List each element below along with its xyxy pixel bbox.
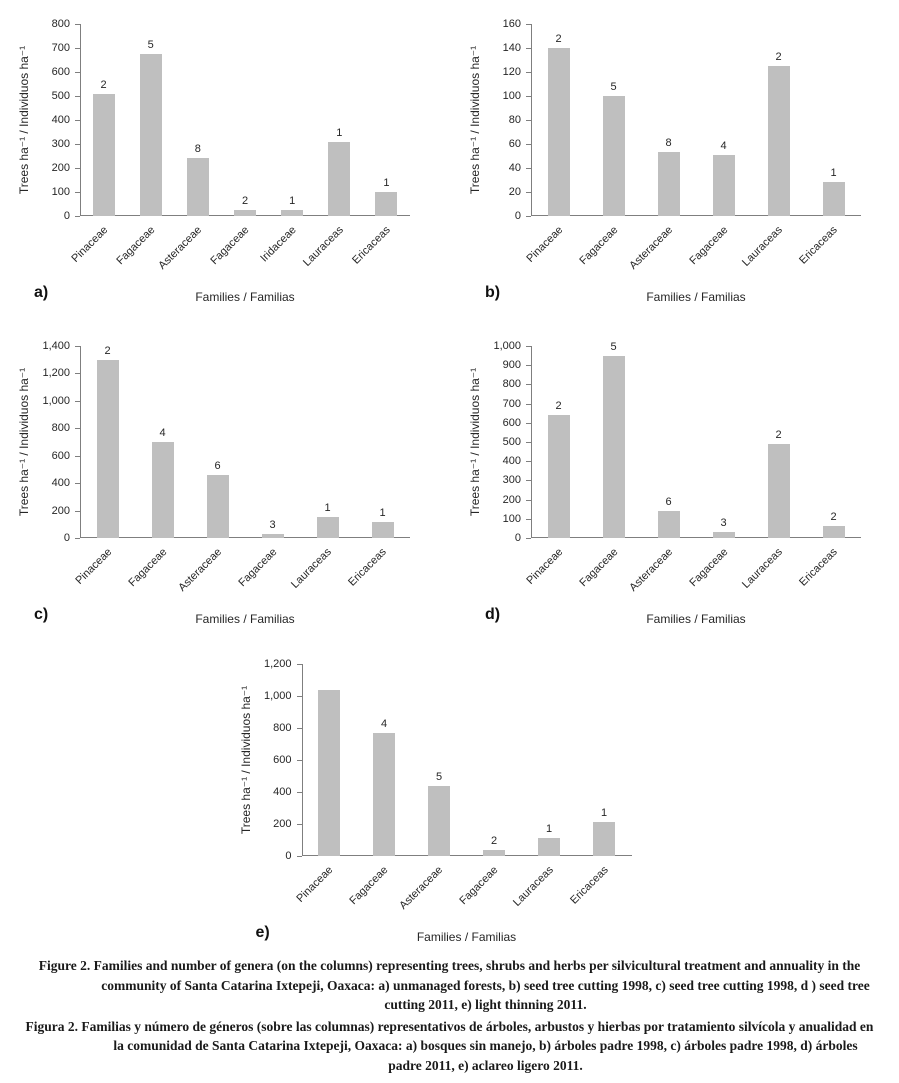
y-tick-label: 1,200 [42, 367, 70, 380]
plot-area [80, 346, 410, 538]
y-tick-label: 1,200 [263, 658, 292, 670]
y-tick-mark [526, 365, 531, 366]
y-tick-mark [297, 824, 302, 825]
category-label: Asteraceae [627, 546, 675, 594]
plot-area [80, 24, 410, 216]
y-tick-label: 500 [51, 90, 70, 102]
category-label: Pinaceae [73, 546, 114, 587]
bar-pinaceae [318, 690, 340, 856]
y-tick-mark [75, 373, 80, 374]
chart-panel-a [8, 8, 448, 304]
y-tick-mark [526, 346, 531, 347]
bar-fagaceae [483, 850, 505, 856]
y-tick-mark [75, 24, 80, 25]
y-tick-label: 0 [514, 210, 521, 222]
y-tick-mark [526, 144, 531, 145]
chart-panel-e [230, 648, 670, 944]
bar-value-label: 4 [159, 427, 166, 439]
bar-lauraceas [768, 66, 790, 216]
y-tick-label: 600 [51, 449, 70, 462]
bar-value-label: 2 [104, 344, 111, 357]
bar-value-label: 5 [610, 340, 617, 353]
y-tick-mark [297, 792, 302, 793]
y-tick-mark [526, 168, 531, 169]
bar-fagaceae [373, 733, 395, 856]
category-label: Fagaceae [114, 224, 158, 268]
bar-value-label: 4 [720, 139, 727, 152]
bar-fagaceae [713, 155, 735, 216]
y-tick-label: 200 [51, 504, 70, 517]
bar-ericaceas [593, 822, 615, 856]
y-tick-label: 160 [502, 18, 521, 30]
bar-asteraceae [658, 152, 680, 216]
bar-lauraceas [328, 142, 350, 216]
bar-value-label: 1 [289, 195, 296, 207]
y-tick-mark [526, 404, 531, 405]
panel-letter: d) [485, 606, 501, 623]
y-tick-mark [526, 192, 531, 193]
category-label: Pinaceae [294, 864, 336, 905]
y-tick-label: 700 [51, 42, 70, 54]
category-label: Pinaceae [524, 546, 565, 587]
bar-value-label: 2 [775, 428, 782, 441]
y-tick-label: 600 [273, 754, 292, 766]
category-label: Ericaceas [350, 224, 393, 267]
bar-ericaceas [823, 182, 845, 216]
category-label: Fagaceae [686, 224, 730, 268]
bar-fagaceae [262, 534, 284, 538]
bar-asteraceae [207, 475, 229, 538]
y-tick-label: 800 [51, 18, 70, 30]
y-axis-title: Trees ha⁻¹ / Individuos ha⁻¹ [468, 45, 482, 195]
y-tick-label: 40 [508, 162, 521, 174]
bar-value-label: 2 [830, 511, 837, 524]
y-tick-label: 200 [502, 493, 521, 506]
y-tick-mark [526, 480, 531, 481]
bar-value-label: 1 [324, 502, 331, 515]
y-tick-mark [75, 168, 80, 169]
category-label: Lauraceas [289, 546, 334, 591]
caption-english: Figure 2. Families and number of genera (on the columns) representing trees, shrubs and herbs per silvicultural treatment and annuality in the community of Santa Catarina Ixtepeji, Oaxaca: a) unmanaged forests, b) seed tree cutting 1998, c) seed tree cutting 1998, d ) seed tree cutting 2011, e) light thinning 2011. [38, 958, 870, 1013]
y-tick-mark [526, 96, 531, 97]
y-tick-mark [526, 538, 531, 539]
category-label: Pinaceae [69, 224, 111, 265]
category-label: Lauraceas [300, 224, 346, 269]
y-tick-label: 0 [63, 532, 70, 544]
y-tick-label: 400 [51, 114, 70, 126]
category-label: Fagaceae [347, 864, 391, 908]
y-tick-label: 120 [502, 66, 521, 78]
chart-panel-d [459, 330, 899, 626]
chart-row-top [8, 8, 899, 304]
y-axis-title: Trees ha⁻¹ / Individuos ha⁻¹ [17, 45, 31, 195]
bar-pinaceae [93, 94, 115, 216]
y-tick-mark [526, 120, 531, 121]
category-label: Asteraceae [156, 224, 205, 272]
chart-panel-c [8, 330, 448, 626]
y-tick-label: 200 [273, 818, 292, 830]
y-tick-mark [75, 48, 80, 49]
y-axis-title: Trees ha⁻¹ / Individuos ha⁻¹ [468, 367, 482, 517]
y-tick-mark [526, 461, 531, 462]
y-tick-label: 0 [514, 532, 521, 544]
y-tick-label: 600 [502, 416, 521, 429]
y-tick-label: 1,000 [493, 340, 521, 352]
category-label: Pinaceae [524, 224, 565, 265]
bar-value-label: 1 [336, 126, 343, 139]
bar-value-label: 2 [241, 195, 249, 207]
panel-letter: b) [485, 284, 501, 301]
y-tick-label: 100 [51, 186, 70, 198]
bar-value-label: 5 [610, 81, 617, 93]
x-axis-title: Families / Familias [195, 290, 295, 304]
y-tick-label: 100 [502, 512, 521, 525]
y-tick-label: 400 [273, 786, 292, 798]
x-axis-title: Families / Familias [416, 930, 517, 944]
bar-asteraceae [428, 786, 450, 856]
y-tick-mark [75, 428, 80, 429]
y-tick-mark [75, 216, 80, 217]
bar-fagaceae [603, 96, 625, 216]
bar-fagaceae [140, 54, 162, 216]
bar-ericaceas [823, 526, 845, 538]
x-axis-title: Families / Familias [195, 612, 295, 626]
bar-value-label: 3 [720, 517, 727, 530]
category-label: Ericaceas [797, 224, 840, 267]
bar-value-label: 2 [555, 400, 562, 413]
panel-letter: a) [34, 284, 49, 301]
y-tick-mark [526, 423, 531, 424]
category-label: Lauraceas [740, 546, 785, 591]
bar-lauraceas [538, 838, 560, 856]
bar-pinaceae [548, 415, 570, 538]
y-tick-mark [75, 346, 80, 347]
category-label: Fagaceae [686, 546, 730, 590]
bar-value-label: 1 [379, 506, 386, 519]
plot-area [531, 346, 861, 538]
x-axis-title: Families / Familias [646, 612, 746, 626]
y-tick-label: 1,400 [42, 340, 70, 352]
plot-area [302, 664, 632, 856]
category-label: Fagaceae [576, 224, 620, 268]
bar-value-label: 3 [269, 518, 276, 531]
panel-letter: c) [34, 606, 49, 623]
bar-ericaceas [372, 522, 394, 538]
bar-value-label: 8 [665, 137, 672, 150]
y-tick-mark [75, 538, 80, 539]
bar-pinaceae [97, 360, 119, 538]
bar-asteraceae [187, 158, 209, 216]
y-tick-label: 300 [51, 138, 70, 150]
y-axis-title: Trees ha⁻¹ / Individuos ha⁻¹ [238, 685, 253, 835]
bar-value-label: 2 [555, 33, 562, 45]
bar-iridaceae [281, 210, 303, 216]
bar-fagaceae [234, 210, 256, 216]
plot-area [531, 24, 861, 216]
chart-panel-b [459, 8, 899, 304]
bar-value-label: 4 [380, 717, 388, 730]
y-tick-label: 200 [51, 162, 70, 174]
y-tick-mark [75, 192, 80, 193]
y-tick-label: 800 [273, 722, 292, 734]
y-tick-mark [297, 664, 302, 665]
bar-lauraceas [768, 444, 790, 538]
category-label: Fagaceae [125, 546, 169, 590]
y-tick-mark [75, 120, 80, 121]
category-label: Asteraceae [176, 546, 224, 594]
bar-value-label: 2 [490, 835, 498, 848]
category-label: Fagaceae [235, 546, 279, 590]
bar-value-label: 6 [214, 459, 221, 472]
figure-caption [24, 956, 875, 1075]
category-label: Iridaceae [258, 224, 299, 265]
category-label: Fagaceae [576, 546, 620, 590]
bar-value-label: 1 [600, 807, 608, 820]
chart-row-bottom [0, 648, 899, 944]
bar-fagaceae [152, 442, 174, 538]
bar-fagaceae [713, 532, 735, 538]
category-label: Ericaceas [346, 546, 389, 589]
bar-value-label: 8 [194, 143, 201, 156]
x-axis-title: Families / Familias [646, 290, 746, 304]
y-tick-mark [526, 24, 531, 25]
y-tick-mark [526, 72, 531, 73]
bar-value-label: 2 [100, 78, 107, 91]
y-tick-mark [75, 72, 80, 73]
y-tick-mark [75, 483, 80, 484]
bar-value-label: 1 [383, 177, 390, 189]
y-tick-label: 140 [502, 42, 521, 54]
y-tick-mark [526, 216, 531, 217]
bar-asteraceae [658, 511, 680, 538]
y-tick-mark [526, 442, 531, 443]
category-label: Lauraceas [740, 224, 785, 269]
bar-value-label: 5 [435, 770, 443, 783]
category-label: Asteraceae [397, 864, 446, 912]
bar-lauraceas [317, 517, 339, 538]
y-tick-label: 800 [502, 378, 521, 391]
y-tick-mark [75, 456, 80, 457]
y-tick-mark [526, 519, 531, 520]
y-tick-label: 400 [502, 455, 521, 468]
bar-pinaceae [548, 48, 570, 216]
y-tick-label: 300 [502, 474, 521, 487]
y-tick-label: 80 [508, 114, 521, 126]
category-label: Fagaceae [208, 224, 252, 268]
category-label: Ericaceas [797, 546, 840, 589]
y-tick-mark [526, 384, 531, 385]
y-tick-label: 900 [502, 359, 521, 372]
y-tick-mark [526, 48, 531, 49]
y-tick-mark [75, 511, 80, 512]
y-tick-mark [75, 401, 80, 402]
y-tick-label: 20 [508, 186, 521, 198]
bar-value-label: 2 [775, 51, 782, 63]
y-axis-title: Trees ha⁻¹ / Individuos ha⁻¹ [17, 367, 31, 517]
chart-row-middle [8, 330, 899, 626]
y-tick-mark [297, 728, 302, 729]
category-label: Ericaceas [567, 864, 611, 907]
bar-ericaceas [375, 192, 397, 216]
y-tick-mark [75, 144, 80, 145]
caption-spanish: Figura 2. Familias y número de géneros (sobre las columnas) representativos de árboles, arbustos y hierbas por tratamiento silvícola y anualidad en la comunidad de Santa Catarina Ixtepeji, Oaxaca: a) bosques sin manejo, b) árboles padre 1998, c) árboles padre 1998, d) árboles padre 2011, e) aclareo ligero 2011. [25, 1018, 874, 1073]
panel-letter: e) [255, 924, 270, 941]
y-tick-label: 700 [502, 397, 521, 410]
category-label: Fagaceae [457, 864, 501, 908]
y-tick-mark [297, 856, 302, 857]
bar-value-label: 1 [545, 823, 553, 836]
y-tick-label: 500 [502, 436, 521, 448]
y-tick-label: 0 [63, 210, 70, 222]
y-tick-label: 400 [51, 477, 70, 490]
bar-fagaceae [603, 356, 625, 538]
y-tick-mark [297, 696, 302, 697]
bar-value-label: 6 [665, 496, 672, 509]
y-tick-mark [526, 500, 531, 501]
bar-value-label: 5 [147, 39, 154, 51]
y-tick-label: 1,000 [42, 394, 70, 407]
y-tick-label: 0 [285, 850, 292, 862]
category-label: Asteraceae [627, 224, 675, 272]
y-tick-label: 800 [51, 422, 70, 435]
y-tick-label: 60 [508, 138, 521, 150]
y-tick-label: 1,000 [263, 690, 292, 702]
bar-value-label: 1 [830, 167, 837, 180]
y-tick-mark [75, 96, 80, 97]
category-label: Lauraceas [510, 864, 556, 909]
y-tick-mark [297, 760, 302, 761]
y-tick-label: 600 [51, 66, 70, 78]
y-tick-label: 100 [502, 90, 521, 102]
